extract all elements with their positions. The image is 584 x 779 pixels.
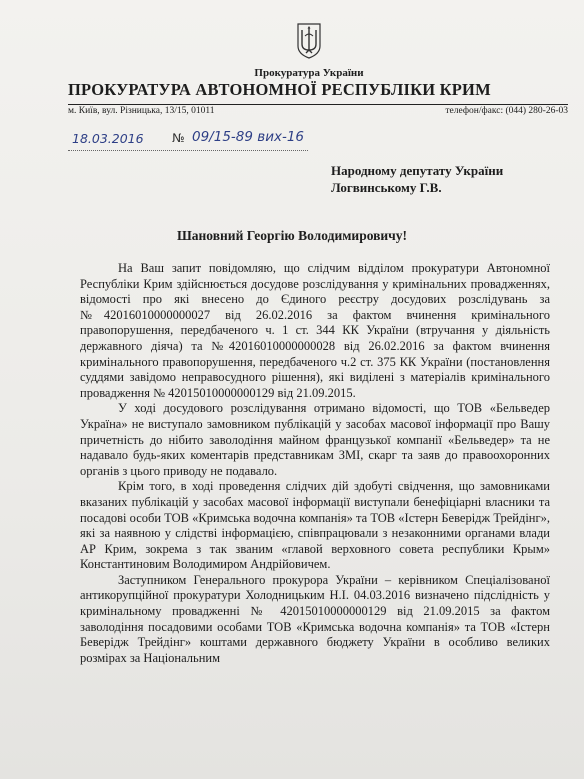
paragraph-3: Крім того, в ході проведення слідчих дій здобуті свідчення, що замовниками вказаних публікацій у засобах масової інформації виступали бенефіціарні власники та посадові особи ТОВ «Кримська водочна компанія» та ТОВ «Істерн Беверідж Трейдінг», які за наявною у слідстві інформацією, співпрацювали з незаконними органами влади АР Крим, зокрема з так званим «главой верховного совета республики Крым» Константиновим Володимиром Андрійовичем. bbox=[80, 479, 550, 572]
paragraph-1: На Ваш запит повідомляю, що слідчим відділом прокуратури Автономної Республіки Крим здійснюється досудове розслідування у кримінальних провадженнях, відомості про які внесено до Єдиного реєстру досудових розслідувань за №42016010000000027 від 26.02.2016 за фактом вчинення кримінального правопорушення, передбаченого ч. 1 ст. 344 КК України (втручання у діяльність державного діяча) та №42016010000000028 від 26.02.2016 за фактом вчинення кримінального правопорушення, передбаченого ч.2 ст. 375 КК України (постановлення суддями завідомо неправосудного рішення), які виділені з матеріалів кримінального провадження № 42015010000000129 від 21.09.2015. bbox=[80, 261, 550, 400]
letter-body bbox=[80, 261, 550, 666]
recipient-name: Логвинському Г.В. bbox=[331, 180, 442, 195]
registration-number: 09/15-89 вих-16 bbox=[192, 129, 305, 145]
registration-line bbox=[68, 130, 308, 151]
address: м. Київ, вул. Різницька, 13/15, 01011 bbox=[68, 106, 215, 116]
trident-coat-of-arms-icon bbox=[296, 22, 322, 60]
paragraph-4: Заступником Генерального прокурора України – керівником Спеціалізованої антикорупційної прокуратури Холодницьким Н.І. 04.03.2016 визначено підслідність у кримінальному провадженні № 42015010000000129 від 21.09.2015 за фактом заволодіння посадовими особами ТОВ «Кримська водочна компанія» та ТОВ «Істерн Беверідж Трейдінг» коштами державного бюджету України в особливо великих розмірах за Національним bbox=[80, 572, 550, 665]
recipient-block bbox=[331, 162, 503, 196]
number-sign: № bbox=[172, 131, 185, 145]
paragraph-2: У ході досудового розслідування отримано відомості, що ТОВ «Бельведер Україна» не виступало замовником публікацій у засобах масової інформації про Вашу причетність до нібито заволодіння майном французької компанії «Бельведер» та не надавало будь-яких коментарів представникам ЗМІ, скарг та заяв до правоохоронних органів з цього приводу не подавало. bbox=[80, 401, 550, 478]
registration-date: 18.03.2016 bbox=[72, 131, 144, 146]
phone: телефон/факс: (044) 280-26-03 bbox=[445, 106, 568, 116]
address-line bbox=[68, 104, 568, 116]
organization-parent-name: Прокуратура України bbox=[254, 67, 364, 79]
organization-name: ПРОКУРАТУРА АВТОНОМНОЇ РЕСПУБЛІКИ КРИМ bbox=[68, 80, 491, 99]
greeting: Шановний Георгію Володимировичу! bbox=[176, 228, 408, 243]
recipient-title: Народному депутату України bbox=[331, 163, 504, 178]
